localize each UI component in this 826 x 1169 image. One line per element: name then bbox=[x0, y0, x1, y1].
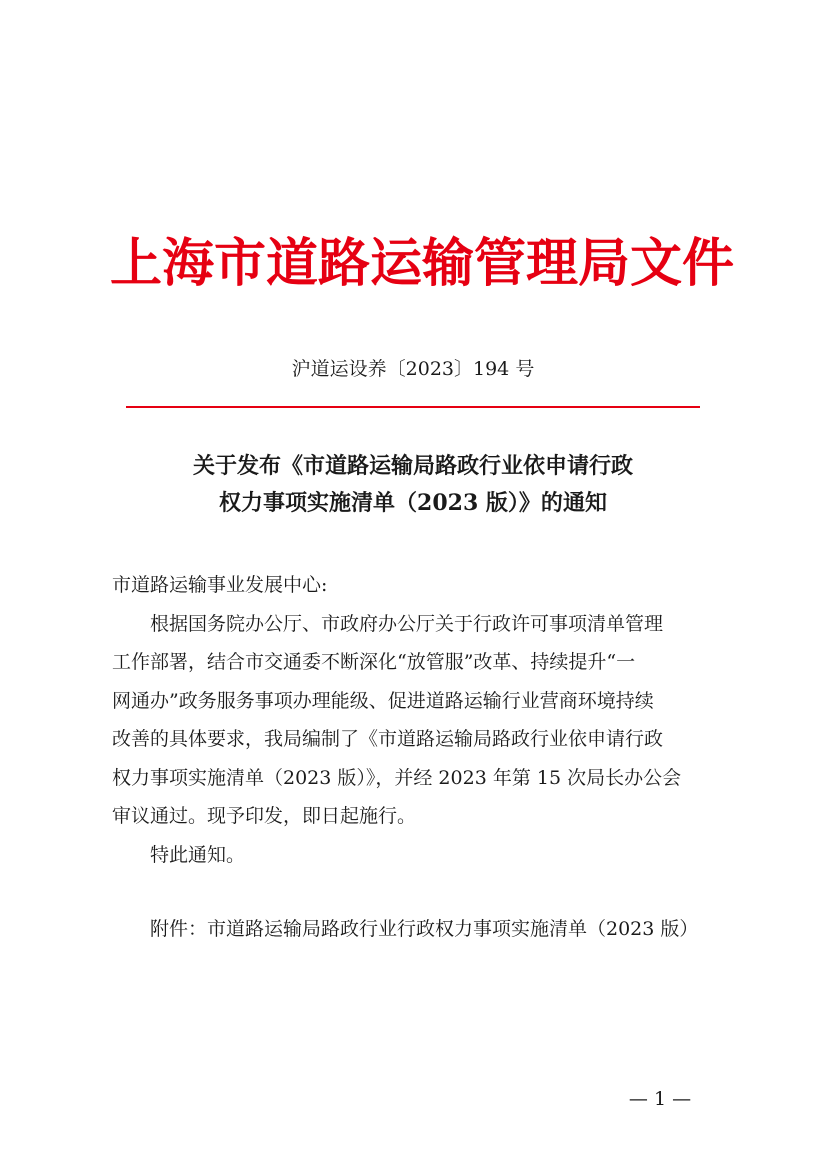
page-number: — 1 — bbox=[628, 1088, 692, 1110]
paragraph-line: 审议通过。现予印发，即日起施行。 bbox=[112, 805, 417, 827]
notice-title-line-1: 关于发布《市道路运输局路政行业依申请行政 bbox=[192, 453, 633, 479]
paragraph-line: 改善的具体要求，我局编制了《市道路运输局路政行业依申请行政 bbox=[112, 728, 664, 750]
notice-title bbox=[0, 448, 826, 522]
attachment-note: 附件：市道路运输局路政行业行政权力事项实施清单（2023 版） bbox=[150, 918, 699, 940]
document-number: 沪道运设养〔2023〕194 号 bbox=[291, 358, 535, 380]
paragraph-line: 权力事项实施清单（2023 版）》，并经 2023 年第 15 次局长办公会 bbox=[112, 766, 682, 789]
issuing-authority-header: 上海市道路运输管理局文件 bbox=[110, 233, 735, 294]
paragraph-line: 网通办”政务服务事项办理能级、促进道路运输行业营商环境持续 bbox=[112, 689, 654, 712]
paragraph-line: 根据国务院办公厅、市政府办公厅关于行政许可事项清单管理 bbox=[150, 612, 664, 635]
red-separator-line bbox=[126, 406, 700, 408]
notice-body bbox=[112, 566, 716, 874]
paragraph-line: 工作部署，结合市交通委不断深化“放管服”改革、持续提升“一 bbox=[112, 651, 636, 673]
notice-title-line-2: 权力事项实施清单（2023 版）》的通知 bbox=[219, 490, 607, 516]
closing-remark: 特此通知。 bbox=[150, 843, 246, 866]
salutation: 市道路运输事业发展中心: bbox=[112, 574, 328, 596]
